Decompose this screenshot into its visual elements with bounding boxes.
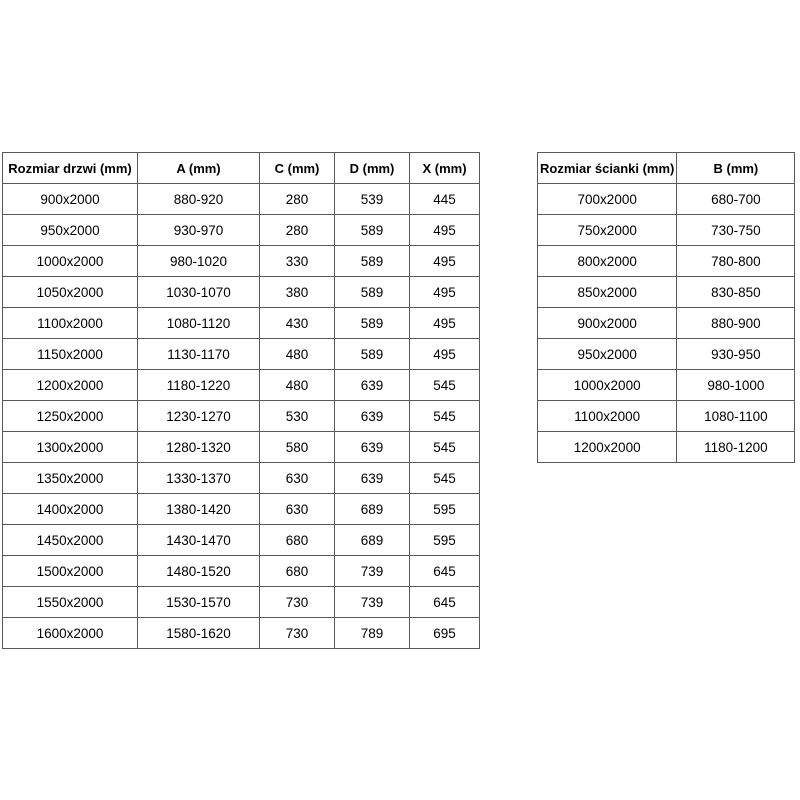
table-cell: 1300x2000 xyxy=(3,432,138,463)
column-header: X (mm) xyxy=(410,153,480,184)
table-cell: 1130-1170 xyxy=(138,339,260,370)
table-cell: 1530-1570 xyxy=(138,587,260,618)
table-cell: 1600x2000 xyxy=(3,618,138,649)
table-cell: 1180-1200 xyxy=(677,432,795,463)
wall-sizes-table-container xyxy=(537,152,795,463)
table-cell: 1330-1370 xyxy=(138,463,260,494)
table-cell: 680 xyxy=(260,556,335,587)
table-cell: 930-970 xyxy=(138,215,260,246)
table-row xyxy=(3,556,480,587)
table-cell: 589 xyxy=(335,308,410,339)
table-cell: 630 xyxy=(260,494,335,525)
table-cell: 689 xyxy=(335,494,410,525)
table-cell: 930-950 xyxy=(677,339,795,370)
table-cell: 980-1000 xyxy=(677,370,795,401)
table-cell: 1480-1520 xyxy=(138,556,260,587)
table-cell: 1250x2000 xyxy=(3,401,138,432)
table-cell: 1500x2000 xyxy=(3,556,138,587)
table-cell: 950x2000 xyxy=(3,215,138,246)
table-row xyxy=(3,618,480,649)
table-cell: 480 xyxy=(260,339,335,370)
table-cell: 1400x2000 xyxy=(3,494,138,525)
column-header: Rozmiar drzwi (mm) xyxy=(3,153,138,184)
door-table-header xyxy=(3,153,480,184)
column-header: D (mm) xyxy=(335,153,410,184)
table-cell: 280 xyxy=(260,215,335,246)
table-row xyxy=(538,246,795,277)
table-cell: 1430-1470 xyxy=(138,525,260,556)
table-cell: 1580-1620 xyxy=(138,618,260,649)
table-cell: 695 xyxy=(410,618,480,649)
wall-sizes-table xyxy=(537,152,795,463)
column-header: Rozmiar ścianki (mm) xyxy=(538,153,677,184)
table-cell: 1350x2000 xyxy=(3,463,138,494)
header-row xyxy=(538,153,795,184)
table-cell: 595 xyxy=(410,494,480,525)
table-cell: 900x2000 xyxy=(538,308,677,339)
table-cell: 880-920 xyxy=(138,184,260,215)
door-sizes-table xyxy=(2,152,480,649)
table-cell: 589 xyxy=(335,277,410,308)
table-cell: 639 xyxy=(335,463,410,494)
table-row xyxy=(3,525,480,556)
table-cell: 545 xyxy=(410,370,480,401)
column-header: B (mm) xyxy=(677,153,795,184)
column-header: C (mm) xyxy=(260,153,335,184)
table-row xyxy=(3,463,480,494)
table-cell: 1180-1220 xyxy=(138,370,260,401)
table-cell: 495 xyxy=(410,277,480,308)
wall-table-header xyxy=(538,153,795,184)
table-cell: 545 xyxy=(410,463,480,494)
table-cell: 1050x2000 xyxy=(3,277,138,308)
table-cell: 495 xyxy=(410,215,480,246)
table-cell: 495 xyxy=(410,246,480,277)
table-cell: 680 xyxy=(260,525,335,556)
table-cell: 750x2000 xyxy=(538,215,677,246)
table-cell: 1100x2000 xyxy=(538,401,677,432)
table-cell: 1080-1120 xyxy=(138,308,260,339)
table-cell: 739 xyxy=(335,587,410,618)
table-cell: 639 xyxy=(335,370,410,401)
table-row xyxy=(3,184,480,215)
table-cell: 1200x2000 xyxy=(3,370,138,401)
header-row xyxy=(3,153,480,184)
table-cell: 1550x2000 xyxy=(3,587,138,618)
table-row xyxy=(3,494,480,525)
table-cell: 689 xyxy=(335,525,410,556)
table-cell: 445 xyxy=(410,184,480,215)
table-row xyxy=(3,339,480,370)
table-cell: 545 xyxy=(410,432,480,463)
table-row xyxy=(538,215,795,246)
table-cell: 580 xyxy=(260,432,335,463)
table-cell: 495 xyxy=(410,339,480,370)
door-sizes-table-container xyxy=(2,152,480,649)
table-cell: 1000x2000 xyxy=(3,246,138,277)
table-cell: 730 xyxy=(260,618,335,649)
table-cell: 739 xyxy=(335,556,410,587)
table-cell: 1230-1270 xyxy=(138,401,260,432)
table-cell: 789 xyxy=(335,618,410,649)
table-cell: 639 xyxy=(335,401,410,432)
table-cell: 1000x2000 xyxy=(538,370,677,401)
table-row xyxy=(3,215,480,246)
table-cell: 850x2000 xyxy=(538,277,677,308)
table-cell: 830-850 xyxy=(677,277,795,308)
table-row xyxy=(3,587,480,618)
table-cell: 645 xyxy=(410,556,480,587)
table-cell: 595 xyxy=(410,525,480,556)
table-cell: 1450x2000 xyxy=(3,525,138,556)
table-cell: 639 xyxy=(335,432,410,463)
table-cell: 680-700 xyxy=(677,184,795,215)
table-cell: 1100x2000 xyxy=(3,308,138,339)
table-cell: 1200x2000 xyxy=(538,432,677,463)
wall-table-body xyxy=(538,184,795,463)
table-cell: 1080-1100 xyxy=(677,401,795,432)
table-cell: 280 xyxy=(260,184,335,215)
table-cell: 630 xyxy=(260,463,335,494)
table-cell: 880-900 xyxy=(677,308,795,339)
table-cell: 900x2000 xyxy=(3,184,138,215)
table-cell: 730 xyxy=(260,587,335,618)
table-cell: 330 xyxy=(260,246,335,277)
table-cell: 539 xyxy=(335,184,410,215)
table-row xyxy=(538,277,795,308)
table-row xyxy=(3,246,480,277)
table-cell: 1030-1070 xyxy=(138,277,260,308)
table-row xyxy=(538,184,795,215)
table-cell: 495 xyxy=(410,308,480,339)
table-cell: 589 xyxy=(335,215,410,246)
table-row xyxy=(3,401,480,432)
table-cell: 800x2000 xyxy=(538,246,677,277)
table-cell: 980-1020 xyxy=(138,246,260,277)
table-cell: 645 xyxy=(410,587,480,618)
column-header: A (mm) xyxy=(138,153,260,184)
table-cell: 530 xyxy=(260,401,335,432)
table-row xyxy=(3,370,480,401)
table-row xyxy=(538,339,795,370)
table-cell: 589 xyxy=(335,339,410,370)
table-row xyxy=(538,401,795,432)
table-row xyxy=(538,308,795,339)
table-cell: 730-750 xyxy=(677,215,795,246)
table-row xyxy=(3,308,480,339)
table-row xyxy=(538,370,795,401)
table-row xyxy=(3,277,480,308)
table-row xyxy=(3,432,480,463)
table-cell: 1280-1320 xyxy=(138,432,260,463)
table-row xyxy=(538,432,795,463)
table-cell: 1150x2000 xyxy=(3,339,138,370)
table-cell: 480 xyxy=(260,370,335,401)
table-cell: 700x2000 xyxy=(538,184,677,215)
table-cell: 430 xyxy=(260,308,335,339)
table-cell: 380 xyxy=(260,277,335,308)
table-cell: 545 xyxy=(410,401,480,432)
table-cell: 589 xyxy=(335,246,410,277)
table-cell: 950x2000 xyxy=(538,339,677,370)
door-table-body xyxy=(3,184,480,649)
table-cell: 780-800 xyxy=(677,246,795,277)
table-cell: 1380-1420 xyxy=(138,494,260,525)
